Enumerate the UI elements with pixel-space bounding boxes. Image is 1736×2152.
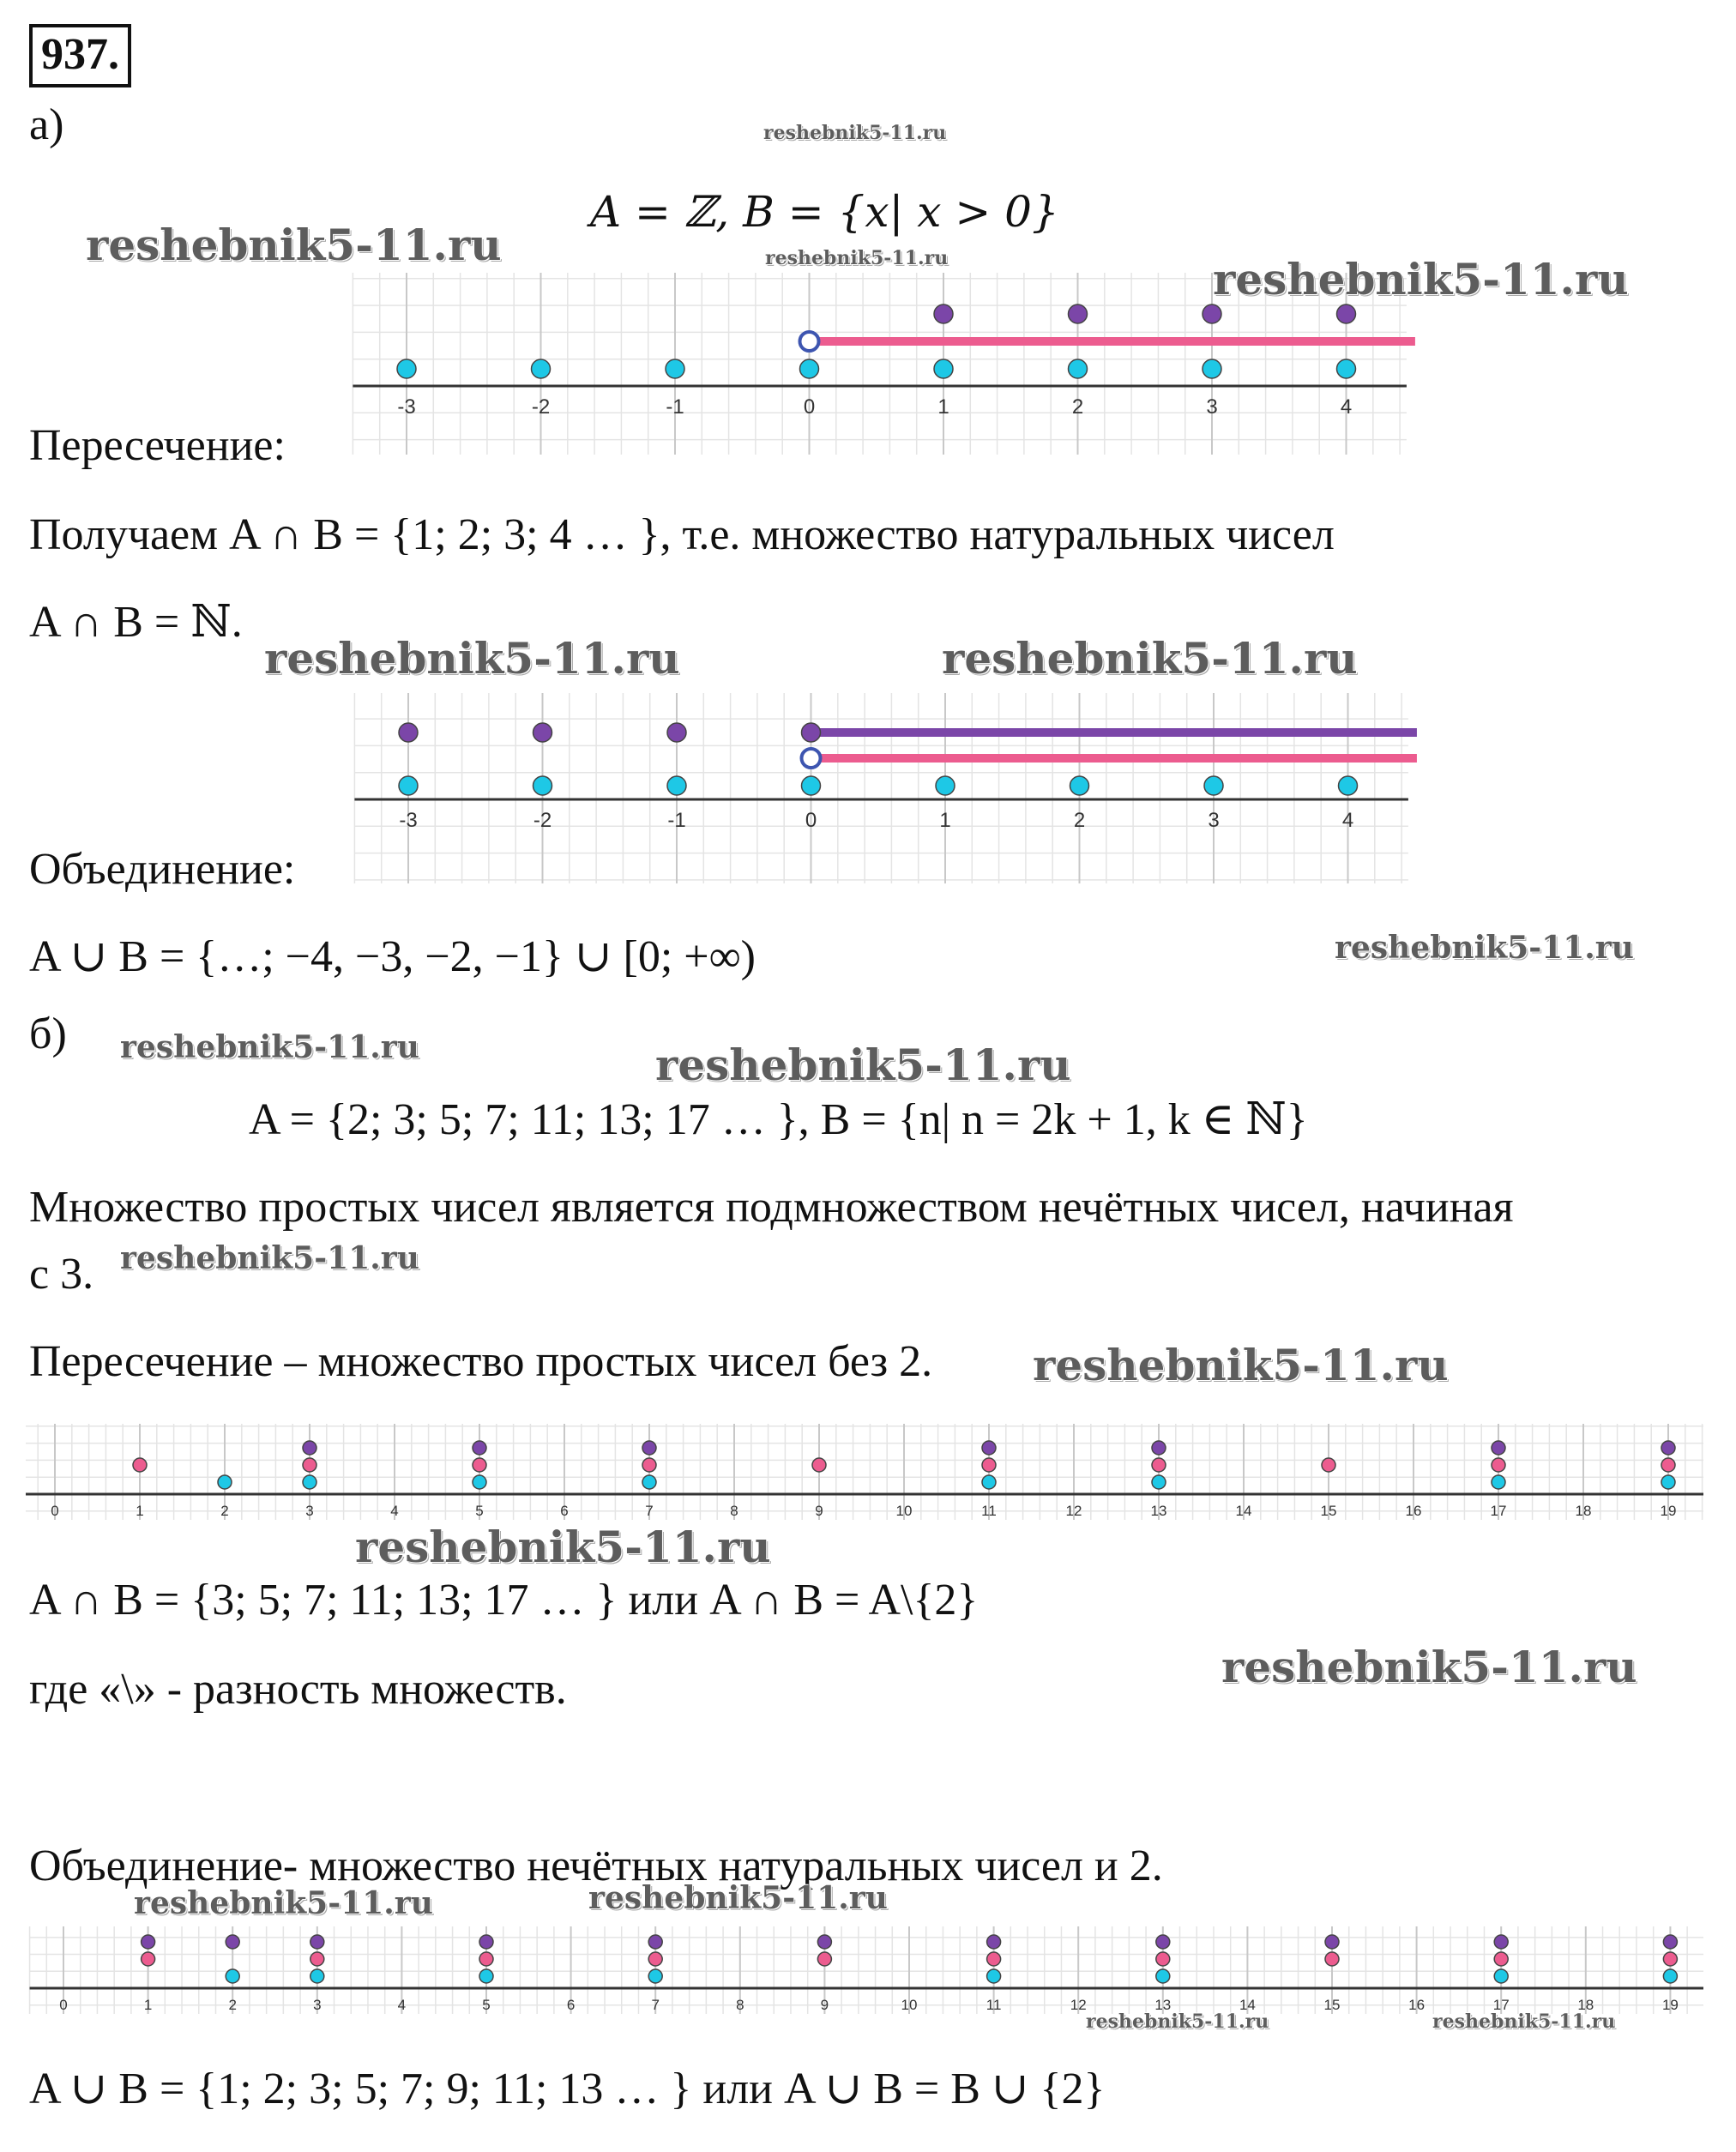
point-B-7: [648, 1952, 662, 1966]
part-a-sets-definition: A = ℤ, B = {x| x > 0}: [590, 187, 1059, 237]
point-A-5: [473, 1475, 486, 1489]
point-B-5: [473, 1458, 486, 1472]
tick-label: 3: [1206, 395, 1218, 419]
tick-label: 2: [1071, 395, 1084, 419]
point-A--3: [399, 776, 418, 795]
part-b-label: б): [29, 1010, 67, 1058]
watermark: reshebnik5-11.ru: [134, 1885, 433, 1921]
tick-label: 12: [1070, 1997, 1087, 2013]
point-B-13: [1156, 1952, 1170, 1966]
watermark: reshebnik5-11.ru: [1335, 930, 1634, 966]
watermark: reshebnik5-11.ru: [120, 1029, 419, 1065]
point-A∪B-17: [1494, 1935, 1508, 1949]
point-A-1: [934, 359, 953, 378]
tick-label: 6: [560, 1503, 569, 1519]
tick-label: 12: [1065, 1503, 1082, 1519]
tick-label: 2: [220, 1503, 229, 1519]
point-A--1: [667, 776, 686, 795]
tick-label: -3: [397, 395, 416, 419]
point-A-3: [1203, 359, 1221, 378]
point-A-17: [1492, 1475, 1505, 1489]
point-B-1: [142, 1952, 155, 1966]
point-B-9: [817, 1952, 831, 1966]
point-A∪B-1: [142, 1935, 155, 1949]
point-A--3: [397, 359, 416, 378]
part-a-union-label: Объединение:: [29, 845, 296, 894]
tick-label: 14: [1239, 1997, 1256, 2013]
point-A--2: [533, 776, 552, 795]
tick-label: 4: [390, 1503, 399, 1519]
point-A∩B-3: [1203, 304, 1221, 323]
tick-label: 4: [1341, 809, 1354, 832]
point-B-13: [1152, 1458, 1166, 1472]
tick-label: 4: [397, 1997, 407, 2013]
part-a-union-result: A ∪ B = {…; −4, −3, −2, −1} ∪ [0; +∞): [29, 932, 756, 981]
part-b-difference-note: где «\» - разность множеств.: [29, 1665, 567, 1714]
point-A∩B-4: [1337, 304, 1356, 323]
part-b-union-result: A ∪ B = {1; 2; 3; 5; 7; 9; 11; 13 … } или A ∪ B = B ∪ {2}: [29, 2065, 1106, 2113]
tick-label: 13: [1154, 1997, 1172, 2013]
point-A∩B-17: [1492, 1441, 1505, 1455]
point-A∪B-7: [648, 1935, 662, 1949]
chart-b-intersection: [26, 1417, 1715, 1528]
tick-label: 3: [305, 1503, 314, 1519]
point-A-3: [1204, 776, 1223, 795]
tick-label: 18: [1577, 1997, 1594, 2013]
part-a-result-line2: A ∩ B = ℕ.: [29, 598, 243, 647]
tick-label: 10: [901, 1997, 918, 2013]
part-b-sets-definition: A = {2; 3; 5; 7; 11; 13; 17 … }, B = {n| n = 2k + 1, k ∈ ℕ}: [249, 1095, 1308, 1144]
tick-label: 0: [803, 395, 816, 419]
chart-b-union: [26, 1920, 1715, 2022]
point-B-3: [310, 1952, 324, 1966]
point-A-19: [1663, 1969, 1677, 1983]
tick-label: 1: [136, 1503, 144, 1519]
tick-label: 1: [937, 395, 949, 419]
point-A∩B-1: [934, 304, 953, 323]
point-A-1: [936, 776, 955, 795]
point-A∪B-15: [1325, 1935, 1339, 1949]
tick-label: 8: [736, 1997, 744, 2013]
tick-label: 7: [645, 1503, 654, 1519]
tick-label: 1: [939, 809, 951, 832]
point-A-19: [1661, 1475, 1675, 1489]
point-A∪B--3: [399, 723, 418, 742]
tick-label: -3: [399, 809, 418, 832]
point-A-2: [226, 1969, 239, 1983]
point-A∪B-5: [479, 1935, 493, 1949]
tick-label: 3: [1208, 809, 1220, 832]
part-b-intersection-text: Пересечение – множество простых чисел без 2.: [29, 1337, 933, 1386]
watermark: reshebnik5-11.ru: [1033, 1340, 1449, 1390]
point-A-4: [1339, 776, 1358, 795]
tick-label: 0: [805, 809, 817, 832]
watermark: reshebnik5-11.ru: [765, 247, 949, 269]
watermark: reshebnik5-11.ru: [655, 1040, 1071, 1090]
part-b-statement-line2: с 3.: [29, 1250, 94, 1299]
point-A-2: [1069, 359, 1088, 378]
problem-number: 937.: [29, 24, 131, 87]
tick-label: 0: [59, 1997, 68, 2013]
tick-label: 17: [1490, 1503, 1507, 1519]
point-B-1: [133, 1458, 147, 1472]
open-point-B: [800, 332, 819, 351]
tick-label: -1: [666, 395, 684, 419]
point-A∩B-5: [473, 1441, 486, 1455]
tick-label: 14: [1235, 1503, 1252, 1519]
point-B-11: [982, 1458, 996, 1472]
point-A∩B-13: [1152, 1441, 1166, 1455]
point-A∩B-19: [1661, 1441, 1675, 1455]
tick-label: 0: [51, 1503, 59, 1519]
watermark: reshebnik5-11.ru: [355, 1522, 771, 1572]
watermark: reshebnik5-11.ru: [1221, 1642, 1637, 1692]
point-B-3: [303, 1458, 316, 1472]
watermark: reshebnik5-11.ru: [588, 1880, 888, 1916]
point-A-11: [982, 1475, 996, 1489]
tick-label: 11: [981, 1503, 997, 1519]
part-a-intersection-label: Пересечение:: [29, 421, 286, 470]
point-A∪B-3: [310, 1935, 324, 1949]
point-B-5: [479, 1952, 493, 1966]
tick-label: 8: [730, 1503, 738, 1519]
point-A-13: [1152, 1475, 1166, 1489]
point-A∪B-13: [1156, 1935, 1170, 1949]
point-A-2: [1070, 776, 1089, 795]
point-B-11: [987, 1952, 1001, 1966]
point-B-19: [1661, 1458, 1675, 1472]
tick-label: 5: [475, 1503, 484, 1519]
tick-label: 19: [1661, 1997, 1679, 2013]
point-A-7: [642, 1475, 656, 1489]
tick-label: -1: [667, 809, 686, 832]
tick-label: 19: [1660, 1503, 1677, 1519]
point-A-7: [648, 1969, 662, 1983]
point-B-9: [812, 1458, 826, 1472]
point-A--2: [532, 359, 551, 378]
tick-label: 6: [566, 1997, 576, 2013]
tick-label: 7: [651, 1997, 660, 2013]
point-B-15: [1325, 1952, 1339, 1966]
point-A-3: [303, 1475, 316, 1489]
point-A∩B-11: [982, 1441, 996, 1455]
part-b-union-text: Объединение- множество нечётных натуральных чисел и 2.: [29, 1842, 1163, 1890]
watermark: reshebnik5-11.ru: [120, 1240, 419, 1276]
open-point-B: [802, 749, 821, 768]
watermark: reshebnik5-11.ru: [942, 633, 1358, 684]
point-A∪B-9: [817, 1935, 831, 1949]
point-A∪B--1: [667, 723, 686, 742]
tick-label: 2: [1073, 809, 1086, 832]
point-A∪B-19: [1663, 1935, 1677, 1949]
chart-a-union: [343, 686, 1450, 892]
point-A∪B--2: [533, 723, 552, 742]
tick-label: 16: [1405, 1503, 1422, 1519]
tick-label: 13: [1150, 1503, 1167, 1519]
part-a-label: а): [29, 100, 64, 149]
tick-label: 9: [820, 1997, 829, 2013]
point-B-15: [1322, 1458, 1335, 1472]
part-b-statement-line1: Множество простых чисел является подмножеством нечётных чисел, начиная: [29, 1183, 1514, 1232]
tick-label: 4: [1340, 395, 1353, 419]
tick-label: 15: [1323, 1997, 1341, 2013]
watermark: reshebnik5-11.ru: [1213, 254, 1629, 304]
tick-label: 10: [895, 1503, 913, 1519]
tick-label: 11: [986, 1997, 1002, 2013]
point-A-11: [987, 1969, 1001, 1983]
tick-label: 16: [1408, 1997, 1426, 2013]
tick-label: -2: [531, 395, 551, 419]
tick-label: 18: [1575, 1503, 1592, 1519]
point-A--1: [666, 359, 684, 378]
tick-label: 5: [482, 1997, 491, 2013]
point-A-17: [1494, 1969, 1508, 1983]
point-A∪B-2: [226, 1935, 239, 1949]
tick-label: 17: [1492, 1997, 1510, 2013]
watermark: reshebnik5-11.ru: [264, 633, 680, 684]
tick-label: -2: [533, 809, 552, 832]
point-A∪B-11: [987, 1935, 1001, 1949]
point-A∩B-3: [303, 1441, 316, 1455]
part-a-result-line1: Получаем A ∩ B = {1; 2; 3; 4 … }, т.е. множество натуральных чисел: [29, 510, 1335, 559]
point-A-13: [1156, 1969, 1170, 1983]
tick-label: 9: [815, 1503, 823, 1519]
point-A-2: [218, 1475, 232, 1489]
watermark: reshebnik5-11.ru: [763, 122, 947, 144]
point-A∩B-7: [642, 1441, 656, 1455]
tick-label: 15: [1320, 1503, 1337, 1519]
tick-label: 1: [143, 1997, 153, 2013]
point-A-0: [800, 359, 819, 378]
point-A-4: [1337, 359, 1356, 378]
point-B-17: [1492, 1458, 1505, 1472]
point-B-17: [1494, 1952, 1508, 1966]
watermark: reshebnik5-11.ru: [1432, 2010, 1616, 2033]
point-A-3: [310, 1969, 324, 1983]
point-A-0: [802, 776, 821, 795]
watermark: reshebnik5-11.ru: [1086, 2010, 1269, 2033]
point-B-7: [642, 1458, 656, 1472]
part-b-intersection-result: A ∩ B = {3; 5; 7; 11; 13; 17 … } или A ∩ B = A\{2}: [29, 1576, 979, 1625]
tick-label: 3: [313, 1997, 322, 2013]
closed-point-A∪B: [802, 723, 821, 742]
point-B-19: [1663, 1952, 1677, 1966]
tick-label: 2: [228, 1997, 237, 2013]
point-A-5: [479, 1969, 493, 1983]
watermark: reshebnik5-11.ru: [86, 220, 502, 270]
point-A∩B-2: [1069, 304, 1088, 323]
